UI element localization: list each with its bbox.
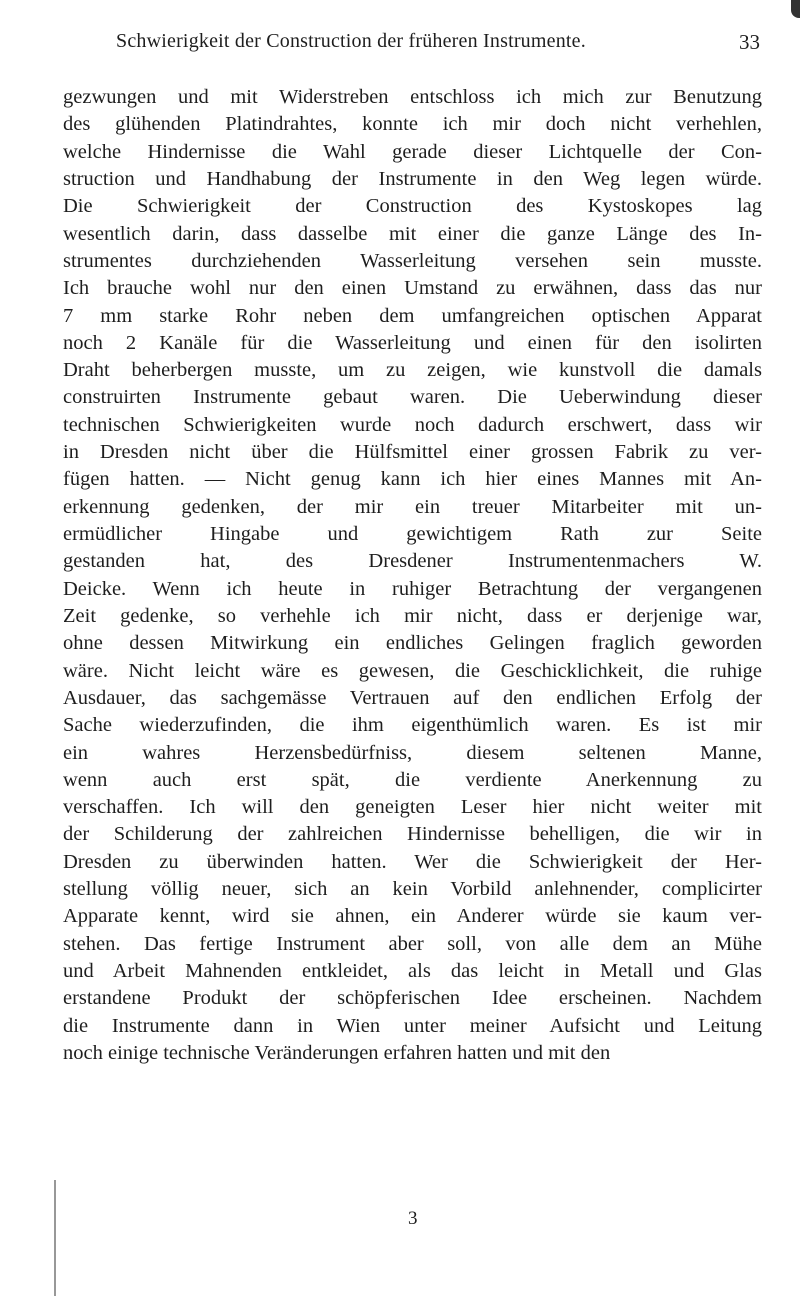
text-line: strumentes durchziehenden Wasserleitung versehen sein musste. bbox=[63, 249, 762, 272]
text-line: wenn auch erst spät, die verdiente Anerkennung zu bbox=[63, 768, 762, 791]
text-line: in Dresden nicht über die Hülfsmittel einer grossen Fabrik zu ver- bbox=[63, 441, 762, 464]
text-line: wäre. Nicht leicht wäre es gewesen, die Geschicklichkeit, die ruhige bbox=[63, 659, 762, 682]
text-line: Draht beherbergen musste, um zu zeigen, wie kunstvoll die damals bbox=[63, 359, 762, 382]
text-line: welche Hindernisse die Wahl gerade dieser Lichtquelle der Con- bbox=[63, 140, 762, 163]
text-line: wesentlich darin, dass dasselbe mit einer die ganze Länge des In- bbox=[63, 222, 762, 245]
text-line: die Instrumente dann in Wien unter meiner Aufsicht und Leitung bbox=[63, 1014, 762, 1037]
text-line: struction und Handhabung der Instrumente in den Weg legen würde. bbox=[63, 167, 762, 190]
text-line: erkennung gedenken, der mir ein treuer Mitarbeiter mit un- bbox=[63, 495, 762, 518]
text-line: Die Schwierigkeit der Construction des Kystoskopes lag bbox=[63, 195, 762, 218]
gutter-shadow bbox=[54, 1180, 56, 1296]
text-line: Zeit gedenke, so verhehle ich mir nicht, dass er derjenige war, bbox=[63, 604, 762, 627]
page-edge-mark bbox=[791, 0, 800, 18]
text-line: Deicke. Wenn ich heute in ruhiger Betrachtung der vergangenen bbox=[63, 577, 762, 600]
text-line: technischen Schwierigkeiten wurde noch dadurch erschwert, dass wir bbox=[63, 413, 762, 436]
text-line: erstandene Produkt der schöpferischen Idee erscheinen. Nachdem bbox=[63, 987, 762, 1010]
text-line: construirten Instrumente gebaut waren. Die Ueberwindung dieser bbox=[63, 386, 762, 409]
text-line: Ich brauche wohl nur den einen Umstand zu erwähnen, dass das nur bbox=[63, 277, 762, 300]
text-line: 7 mm starke Rohr neben dem umfangreichen optischen Apparat bbox=[63, 304, 762, 327]
text-line: verschaffen. Ich will den geneigten Leser hier nicht weiter mit bbox=[63, 796, 762, 819]
text-line: noch 2 Kanäle für die Wasserleitung und einen für den isolirten bbox=[63, 331, 762, 354]
text-line: der Schilderung der zahlreichen Hindernisse behelligen, die wir in bbox=[63, 823, 762, 846]
text-line: stellung völlig neuer, sich an kein Vorbild anlehnender, complicirter bbox=[63, 878, 762, 901]
text-line: noch einige technische Veränderungen erfahren hatten und mit den bbox=[63, 1041, 611, 1064]
text-line: gezwungen und mit Widerstreben entschloss ich mich zur Benutzung bbox=[63, 86, 762, 108]
text-line: Dresden zu überwinden hatten. Wer die Schwierigkeit der Her- bbox=[63, 850, 762, 873]
text-line: Ausdauer, das sachgemässe Vertrauen auf den endlichen Erfolg der bbox=[63, 686, 762, 709]
text-line: ein wahres Herzensbedürfniss, diesem seltenen Manne, bbox=[63, 741, 762, 764]
text-line: des glühenden Platindrahtes, konnte ich mir doch nicht verhehlen, bbox=[63, 113, 762, 136]
text-line: ermüdlicher Hingabe und gewichtigem Rath zur Seite bbox=[63, 523, 762, 545]
text-line: ohne dessen Mitwirkung ein endliches Gelingen fraglich geworden bbox=[63, 632, 762, 655]
body-text bbox=[63, 84, 762, 1067]
text-line: gestanden hat, des Dresdener Instrumentenmachers W. bbox=[63, 550, 762, 573]
signature-mark: 3 bbox=[408, 1208, 418, 1229]
running-title: Schwierigkeit der Construction der früheren Instrumente. bbox=[116, 30, 586, 52]
text-line: Apparate kennt, wird sie ahnen, ein Anderer würde sie kaum ver- bbox=[63, 905, 762, 928]
text-line: fügen hatten. — Nicht genug kann ich hier eines Mannes mit An- bbox=[63, 468, 762, 491]
text-line: Sache wiederzufinden, die ihm eigenthümlich waren. Es ist mir bbox=[63, 714, 762, 737]
running-head bbox=[60, 30, 760, 64]
page-number: 33 bbox=[739, 30, 760, 54]
text-line: stehen. Das fertige Instrument aber soll, von alle dem an Mühe bbox=[63, 932, 762, 955]
text-line: und Arbeit Mahnenden entkleidet, als das leicht in Metall und Glas bbox=[63, 960, 762, 982]
